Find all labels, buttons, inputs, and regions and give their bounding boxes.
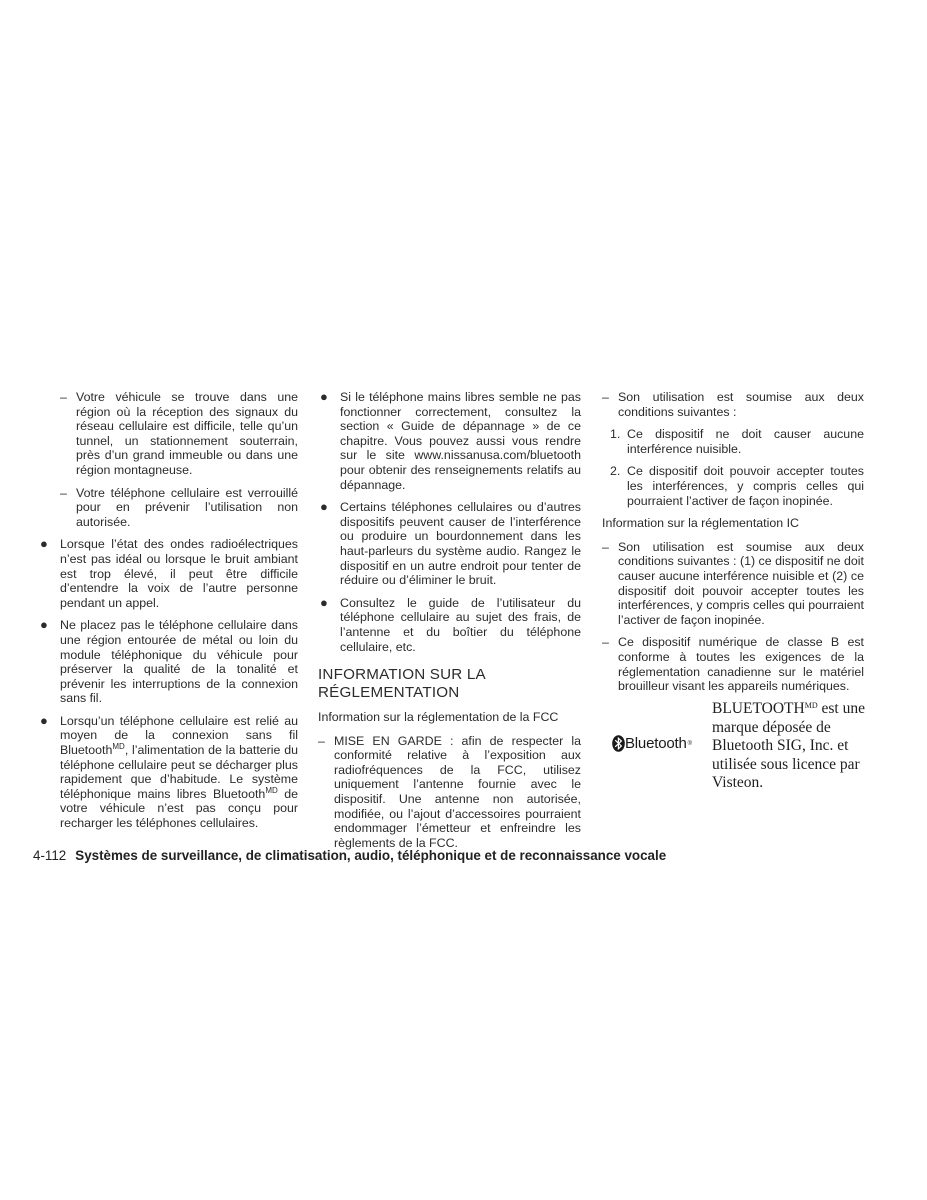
trademark-name: BLUETOOTH <box>712 700 805 717</box>
list-item <box>38 390 298 478</box>
item-text-part: Lorsqu’un téléphone cellulaire est relié au moyen de la connexion sans fil Bluetooth <box>60 713 298 758</box>
item-text: Ce dispositif numérique de classe B est conforme à toutes les exigences de la réglementation canadienne sur le matériel brouilleur visant les appareils numériques. <box>618 635 864 694</box>
list-item <box>602 390 864 419</box>
item-text: Votre véhicule se trouve dans une région où la réception des signaux du réseau cellulaire est difficile, telle qu’un tunnel, un stationnement souterrain, près d’un grand immeuble ou dans une région montagneuse. <box>76 390 298 477</box>
list-item <box>318 390 581 492</box>
list-item <box>38 714 298 831</box>
dash-marker: – <box>602 390 609 404</box>
page-number: 4-112 <box>33 848 67 863</box>
bullet-marker: ● <box>40 712 48 728</box>
dash-marker: – <box>318 733 325 748</box>
item-text: Consultez le guide de l’utilisateur du téléphone cellulaire au sujet des frais, de l’antenne et du boîtier du téléphone cellulaire, etc. <box>340 595 581 654</box>
chapter-title: Systèmes de surveillance, de climatisation, audio, téléphonique et de reconnaissance vocale <box>75 848 667 863</box>
trademark-desc: est une marque déposée de Bluetooth SIG, Inc. et utilisée sous licence par Visteon. <box>712 700 865 792</box>
list-item <box>38 618 298 706</box>
item-text: Certains téléphones cellulaires ou d’autres dispositifs peuvent causer de l’interférence ou produire un bourdonnement dans les haut-parleurs du système audio. Rangez le dispositif en un autre endroit pour tenter de réduire ou d’éliminer le bruit. <box>340 500 581 588</box>
bullet-marker: ● <box>320 389 328 404</box>
item-text: MISE EN GARDE : afin de respecter la conformité relative à l’exposition aux radiofréquences de la FCC, utilisez uniquement l’antenne fournie avec le dispositif. Une antenne non autorisée, modifiée, ou l’ajout d’accessoires pourraient endommager l’émetteur et enfreindre les règlements de la FCC. <box>334 733 581 850</box>
bullet-marker: ● <box>40 536 48 552</box>
item-text: Si le téléphone mains libres semble ne pas fonctionner correctement, consultez la section « Guide de dépannage » de ce chapitre. Vous pouvez aussi vous rendre sur le site www.nissanusa.com/bluetooth pour obtenir des renseignements relatifs au dépannage. <box>340 390 581 492</box>
fcc-label: Information sur la réglementation de la FCC <box>318 710 559 725</box>
column-right <box>602 390 864 702</box>
item-text: Son utilisation est soumise aux deux conditions suivantes : <box>618 390 864 419</box>
list-item <box>602 540 864 628</box>
registered-mark: ® <box>687 740 693 747</box>
list-item <box>602 635 864 693</box>
dash-marker: – <box>60 485 67 500</box>
number-marker: 2. <box>610 464 621 479</box>
bullet-marker: ● <box>40 617 48 633</box>
section-heading <box>318 666 581 702</box>
column-left <box>38 390 298 839</box>
item-text: Lorsque l’état des ondes radioélectriques n’est pas idéal ou lorsque le bruit ambiant est trop élevé, il peut être difficile d’entendre la voix de l’autre personne pendant un appel. <box>60 537 298 610</box>
list-item <box>318 500 581 588</box>
list-item <box>318 734 581 851</box>
dash-marker: – <box>602 539 609 554</box>
item-text-part: , l’alimentation de la batterie du téléphone cellulaire peut se décharger plus rapidement que d’habitude. Le système téléphonique mains libres Bluetooth <box>60 743 298 801</box>
trademark-sup: MD <box>804 701 818 710</box>
heading-line: INFORMATION SUR LA <box>318 666 486 684</box>
page-footer <box>33 848 666 863</box>
list-item <box>318 596 581 654</box>
heading-line: RÉGLEMENTATION <box>318 684 460 702</box>
bluetooth-trademark-text <box>712 700 877 793</box>
bullet-marker: ● <box>320 594 328 610</box>
bluetooth-rune-icon <box>612 735 625 752</box>
bluetooth-logo <box>612 735 692 752</box>
item-text-part: de votre véhicule n’est pas conçu pour recharger les téléphones cellulaires. <box>60 786 298 831</box>
item-text: Votre téléphone cellulaire est verrouillé pour en prévenir l’utilisation non autorisée. <box>76 485 298 529</box>
bluetooth-logo-text: Bluetooth <box>625 735 687 752</box>
ic-label: Information sur la réglementation IC <box>602 516 799 531</box>
bullet-marker: ● <box>320 499 328 515</box>
list-item <box>38 486 298 530</box>
dash-marker: – <box>602 635 609 650</box>
item-text: Ce dispositif ne doit causer aucune interférence nuisible. <box>627 427 864 456</box>
column-middle <box>318 390 581 858</box>
numbered-item <box>602 427 864 456</box>
dash-marker: – <box>60 390 67 404</box>
bluetooth-trademark-block <box>612 700 872 795</box>
number-marker: 1. <box>610 427 621 442</box>
trademark-sup: MD <box>112 742 125 752</box>
item-text: Ce dispositif doit pouvoir accepter toutes les interférences, y compris celles qui pourraient l’activer de façon inopinée. <box>627 464 864 508</box>
item-text: Son utilisation est soumise aux deux conditions suivantes : (1) ce dispositif ne doit causer aucune interférence nuisible et (2) ce dispositif doit pouvoir accepter toutes les interférences, y compris celles qui pourraient l’activer de façon inopinée. <box>618 539 864 627</box>
trademark-sup: MD <box>265 785 278 795</box>
numbered-item <box>602 464 864 508</box>
list-item <box>38 537 298 610</box>
item-text: Ne placez pas le téléphone cellulaire dans une région entourée de métal ou loin du module téléphonique du véhicule pour préserver la qualité de la tonalité et prévenir les interruptions de la connexion sans fil. <box>60 618 298 706</box>
